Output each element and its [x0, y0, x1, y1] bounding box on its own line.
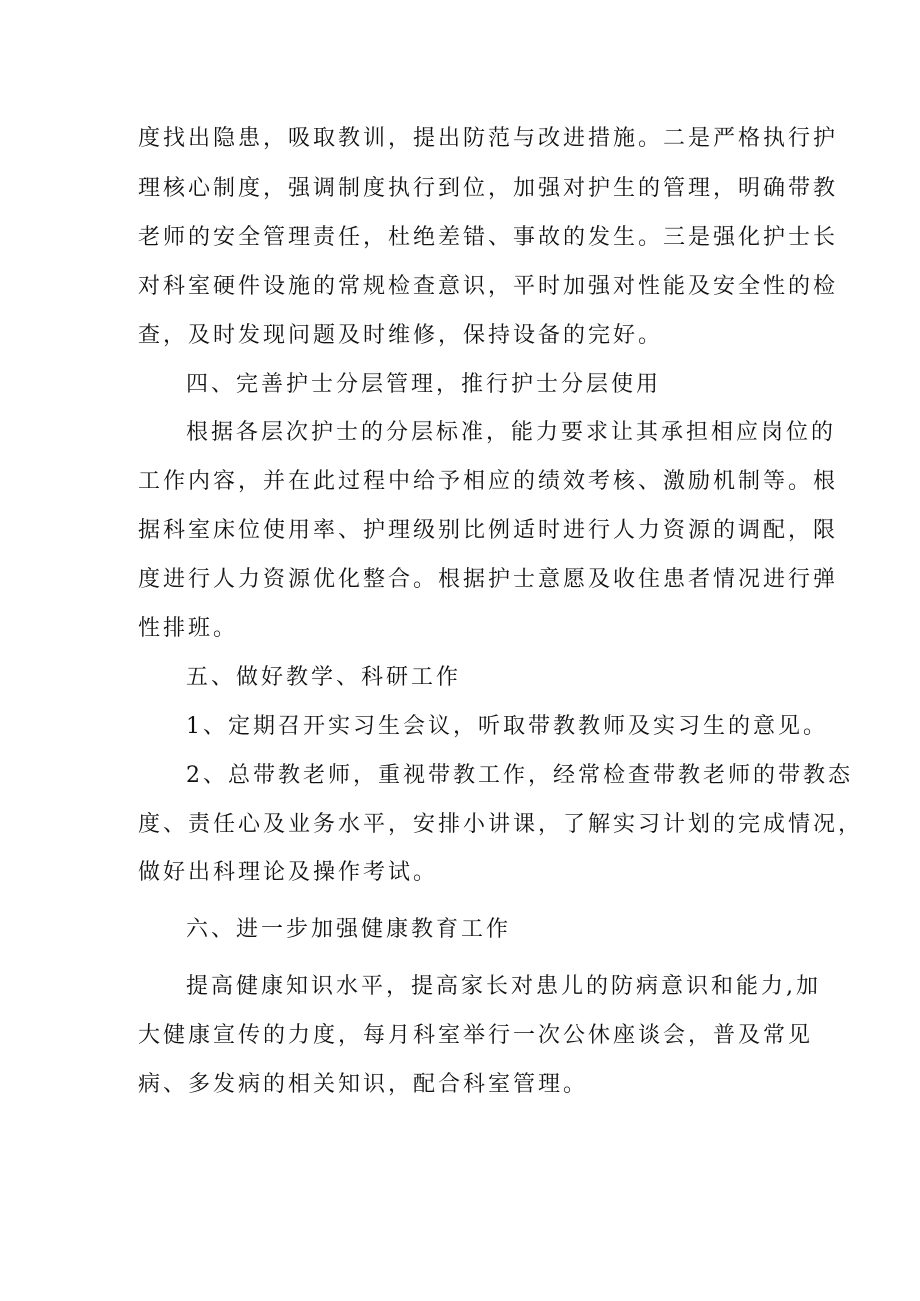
text-line: 老师的安全管理责任，杜绝差错、事故的发生。三是强化护士长 [138, 225, 839, 250]
section-heading-4: 四、完善护士分层管理，推行护士分层使用 [186, 372, 662, 397]
text-line: 理核心制度，强调制度执行到位，加强对护生的管理，明确带教 [138, 176, 839, 201]
text-line: 大健康宣传的力度，每月科室举行一次公休座谈会，普及常见 [138, 1023, 814, 1048]
text-line: 提高健康知识水平，提高家长对患儿的防病意识和能力,加 [186, 974, 821, 999]
text-line: 做好出科理论及操作考试。 [138, 860, 439, 885]
text-line: 据科室床位使用率、护理级别比例适时进行人力资源的调配，限 [138, 518, 839, 543]
text-line: 2、总带教老师，重视带教工作，经常检查带教老师的带教态 [186, 763, 853, 788]
text-line: 病、多发病的相关知识，配合科室管理。 [138, 1072, 589, 1097]
text-line: 度、责任心及业务水平，安排小讲课，了解实习计划的完成情况， [138, 812, 864, 837]
text-line: 根据各层次护士的分层标准，能力要求让其承担相应岗位的 [186, 420, 837, 445]
section-heading-5: 五、做好教学、科研工作 [186, 665, 462, 690]
text-line: 查，及时发现问题及时维修，保持设备的完好。 [138, 323, 664, 348]
text-line: 度进行人力资源优化整合。根据护士意愿及收住患者情况进行弹 [138, 567, 839, 592]
list-item-1: 1、定期召开实习生会议，听取带教教师及实习生的意见。 [186, 714, 828, 739]
text-line: 对科室硬件设施的常规检查意识，平时加强对性能及安全性的检 [138, 274, 839, 299]
text-line: 度找出隐患，吸取教训，提出防范与改进措施。二是严格执行护 [138, 126, 839, 151]
section-heading-6: 六、进一步加强健康教育工作 [186, 917, 512, 942]
text-line: 工作内容，并在此过程中给予相应的绩效考核、激励机制等。根 [138, 469, 839, 494]
text-line: 性排班。 [138, 616, 239, 641]
